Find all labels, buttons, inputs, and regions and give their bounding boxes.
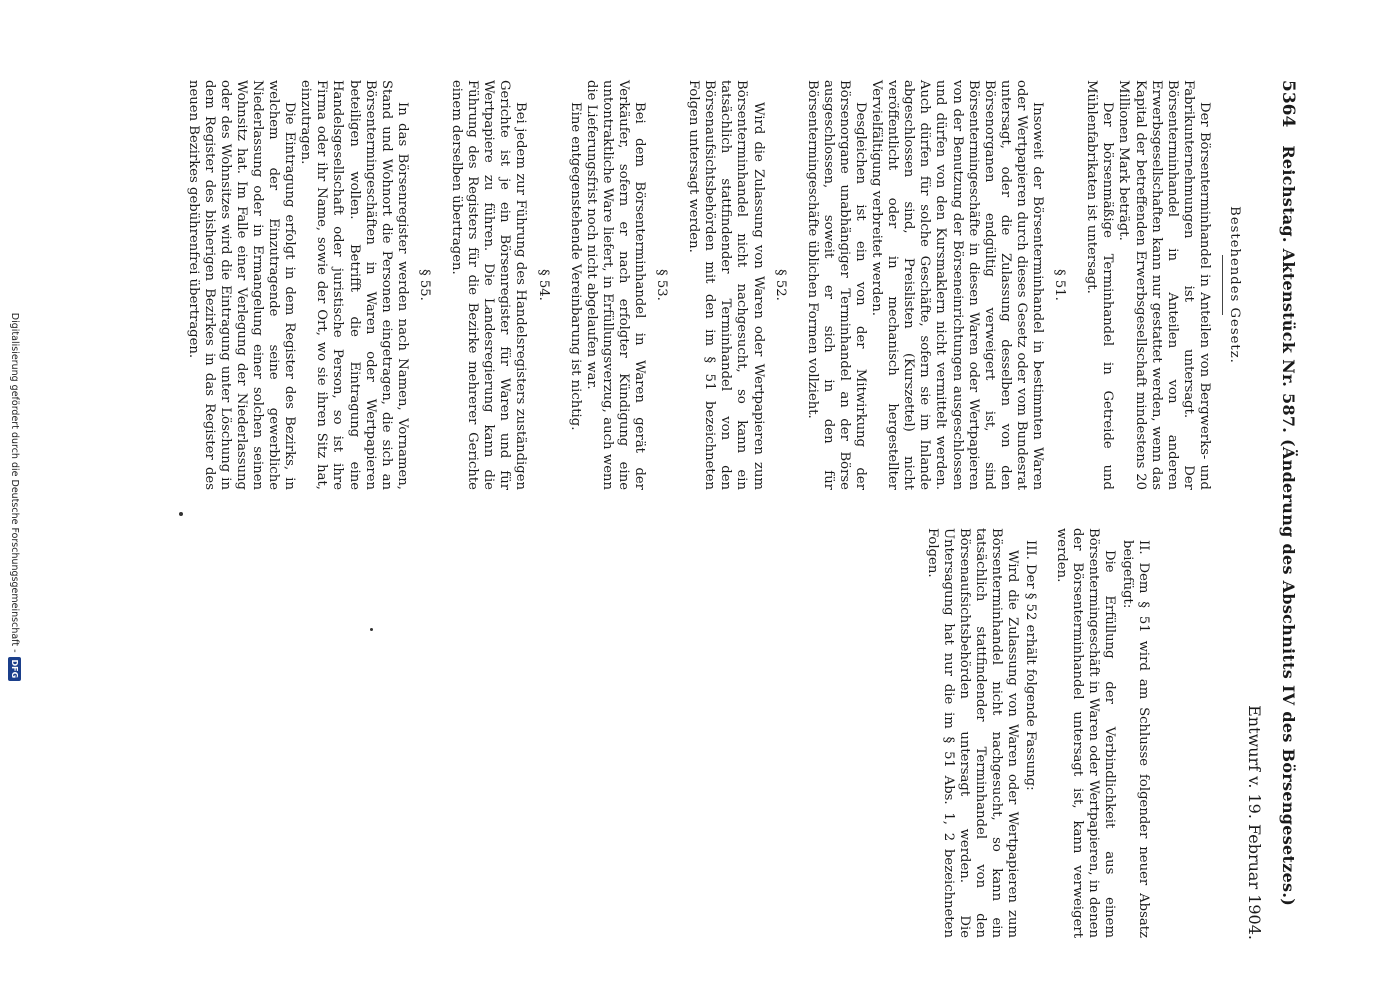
amendment-text: Wird die Zulassung von Waren oder Wertpapieren zum Börsenterminhandel nicht nachgesucht, so kann ein tatsächlich stattfindender Terminhandel von den Börsenaufsichtsbehörden untersagt werden. Die Untersagung hat nur die im § 51 Abs. 1, 2 bezeichneten Folgen. [924,528,1021,938]
section-label: § 54. [535,269,551,301]
dfg-logo: DFG [8,657,21,682]
paragraph: Bei dem Börsenterminhandel in Waren gerät der Verkäufer, sofern er nach erfolgter Kündigung eine untontraktliche Ware liefert, in Erfüllungsverzug, auch wenn die Lieferungsfrist noch nicht abgelaufen war. [583,80,647,490]
left-column-existing-law [185,80,1248,490]
paragraph: Bei jedem zur Führung des Handelsregisters zuständigen Gerichte ist je ein Börsenregister für Waren und für Wertpapiere zu führen. Die Landesregierung kann die Führung des Registers für die Bezirke mehrerer Gerichte einem derselben übertragen. [449,80,529,490]
draft-date: Entwurf v. 19. Februar 1904. [1245,705,1264,940]
column-heading-text: Bestehendes Gesetz. [1227,206,1242,364]
column-heading [1222,80,1242,490]
paragraph: Eine entgegenstehende Vereinbarung ist nichtig. [567,102,583,431]
amendment [1052,528,1151,938]
right-column-draft [922,528,1165,938]
digitization-footer [8,2,21,992]
page-number: 5364 [1278,80,1298,128]
section-label: § 52. [772,269,788,301]
paragraph: Desgleichen ist ein von der Mitwirkung der Börsenorgane unabhängiger Terminhandel an der Börse ausgeschlossen, soweit er sich in den für Börsentermingeschäfte üblichen Formen vollzieht. [804,80,869,490]
amendment [924,528,1039,938]
page-header [1245,80,1298,940]
paragraph: Wird die Zulassung von Waren oder Wertpapieren zum Börsenterminhandel nicht nachgesucht, so kann ein tatsächlich stattfindender Terminhandel von den Börsenaufsichtsbehörden mit den im § 51 bezeichneten Folgen untersagt werden. [686,80,766,490]
paragraph: Insoweit der Börsenterminhandel in bestimmten Waren oder Wertpapieren durch dieses Gesetz oder vom Bundesrat untersagt, oder die Zulassung desselben von den Börsenorganen endgültig verweigert ist, sind Börsentermingeschäfte in diesen Waren oder Wertpapieren von der Benutzung der Börseneinrichtungen ausgeschlossen und dürfen von den Kursmaklern nicht vermittelt werden. Auch dürfen für solche Geschäfte, sofern sie im Inlande abgeschlossen sind, Preislisten (Kurszettel) nicht veröffentlicht oder in mechanisch hergestellter Vervielfältigung verbreitet werden. [869,80,1046,490]
amendment-heading: III. Der § 52 erhält folgende Fassung: [1023,540,1039,791]
page-title: Reichstag. Aktenstück Nr. 587. (Änderung des Abschnitts IV des Börsengesetzes.) [1279,145,1298,907]
amendment-text: Die Erfüllung der Verbindlichkeit aus einem Börsentermingeschäft in Waren oder Wertpapieren, in denen der Börsenterminhandel untersagt ist, kann verweigert werden. [1053,528,1117,938]
heading-rule [1222,255,1223,315]
paragraph: Die Eintragung erfolgt in dem Register des Bezirks, in welchem der Einzutragende seine gewerbliche Niederlassung oder in Ermangelung einer solchen seinen Wohnsitz hat. Im Falle einer Verlegung der Niederlassung oder des Wohnsitzes wird die Eintragung unter Löschung in dem Register des bisherigen Bezirkes in das Register des neuen Bezirkes gebührenfrei übertragen. [185,80,298,490]
paragraph: Der Börsenterminhandel in Anteilen von Bergwerks- und Fabrikunternehmungen ist untersagt. Der Börsenterminhandel in Anteilen von anderen Erwerbsgesellschaften kann nur gestattet werden, wenn das Kapital der betreffenden Erwerbsgesellschaft mindestens 20 Millionen Mark beträgt. [1116,80,1212,490]
section-label: § 53. [654,269,670,301]
paragraph: In das Börsenregister werden nach Namen, Vornamen, Stand und Wohnort die Personen eingetragen, die sich an Börsentermingeschäften in Waren oder Wertpapieren beteiligen wollen. Betrifft die Eintragung eine Handelsgesellschaft oder juristische Person, so ist ihre Firma oder ihr Name, sowie der Ort, wo sie ihren Sitz hat, einzutragen. [298,80,410,490]
footer-text: Digitalisierung gefördert durch die Deutsche Forschungsgemeinschaft - [9,312,20,653]
amendment-heading: II. Dem § 51 wird am Schlusse folgender neuer Absatz beigefügt: [1119,540,1151,938]
section-label: § 51. [1052,269,1068,301]
paragraph: Der börsenmäßige Terminhandel in Getreide und Mühlenfabrikaten ist untersagt. [1084,80,1116,490]
scan-speck [370,628,373,631]
section-label: § 55. [416,269,432,301]
scan-speck [179,512,183,516]
